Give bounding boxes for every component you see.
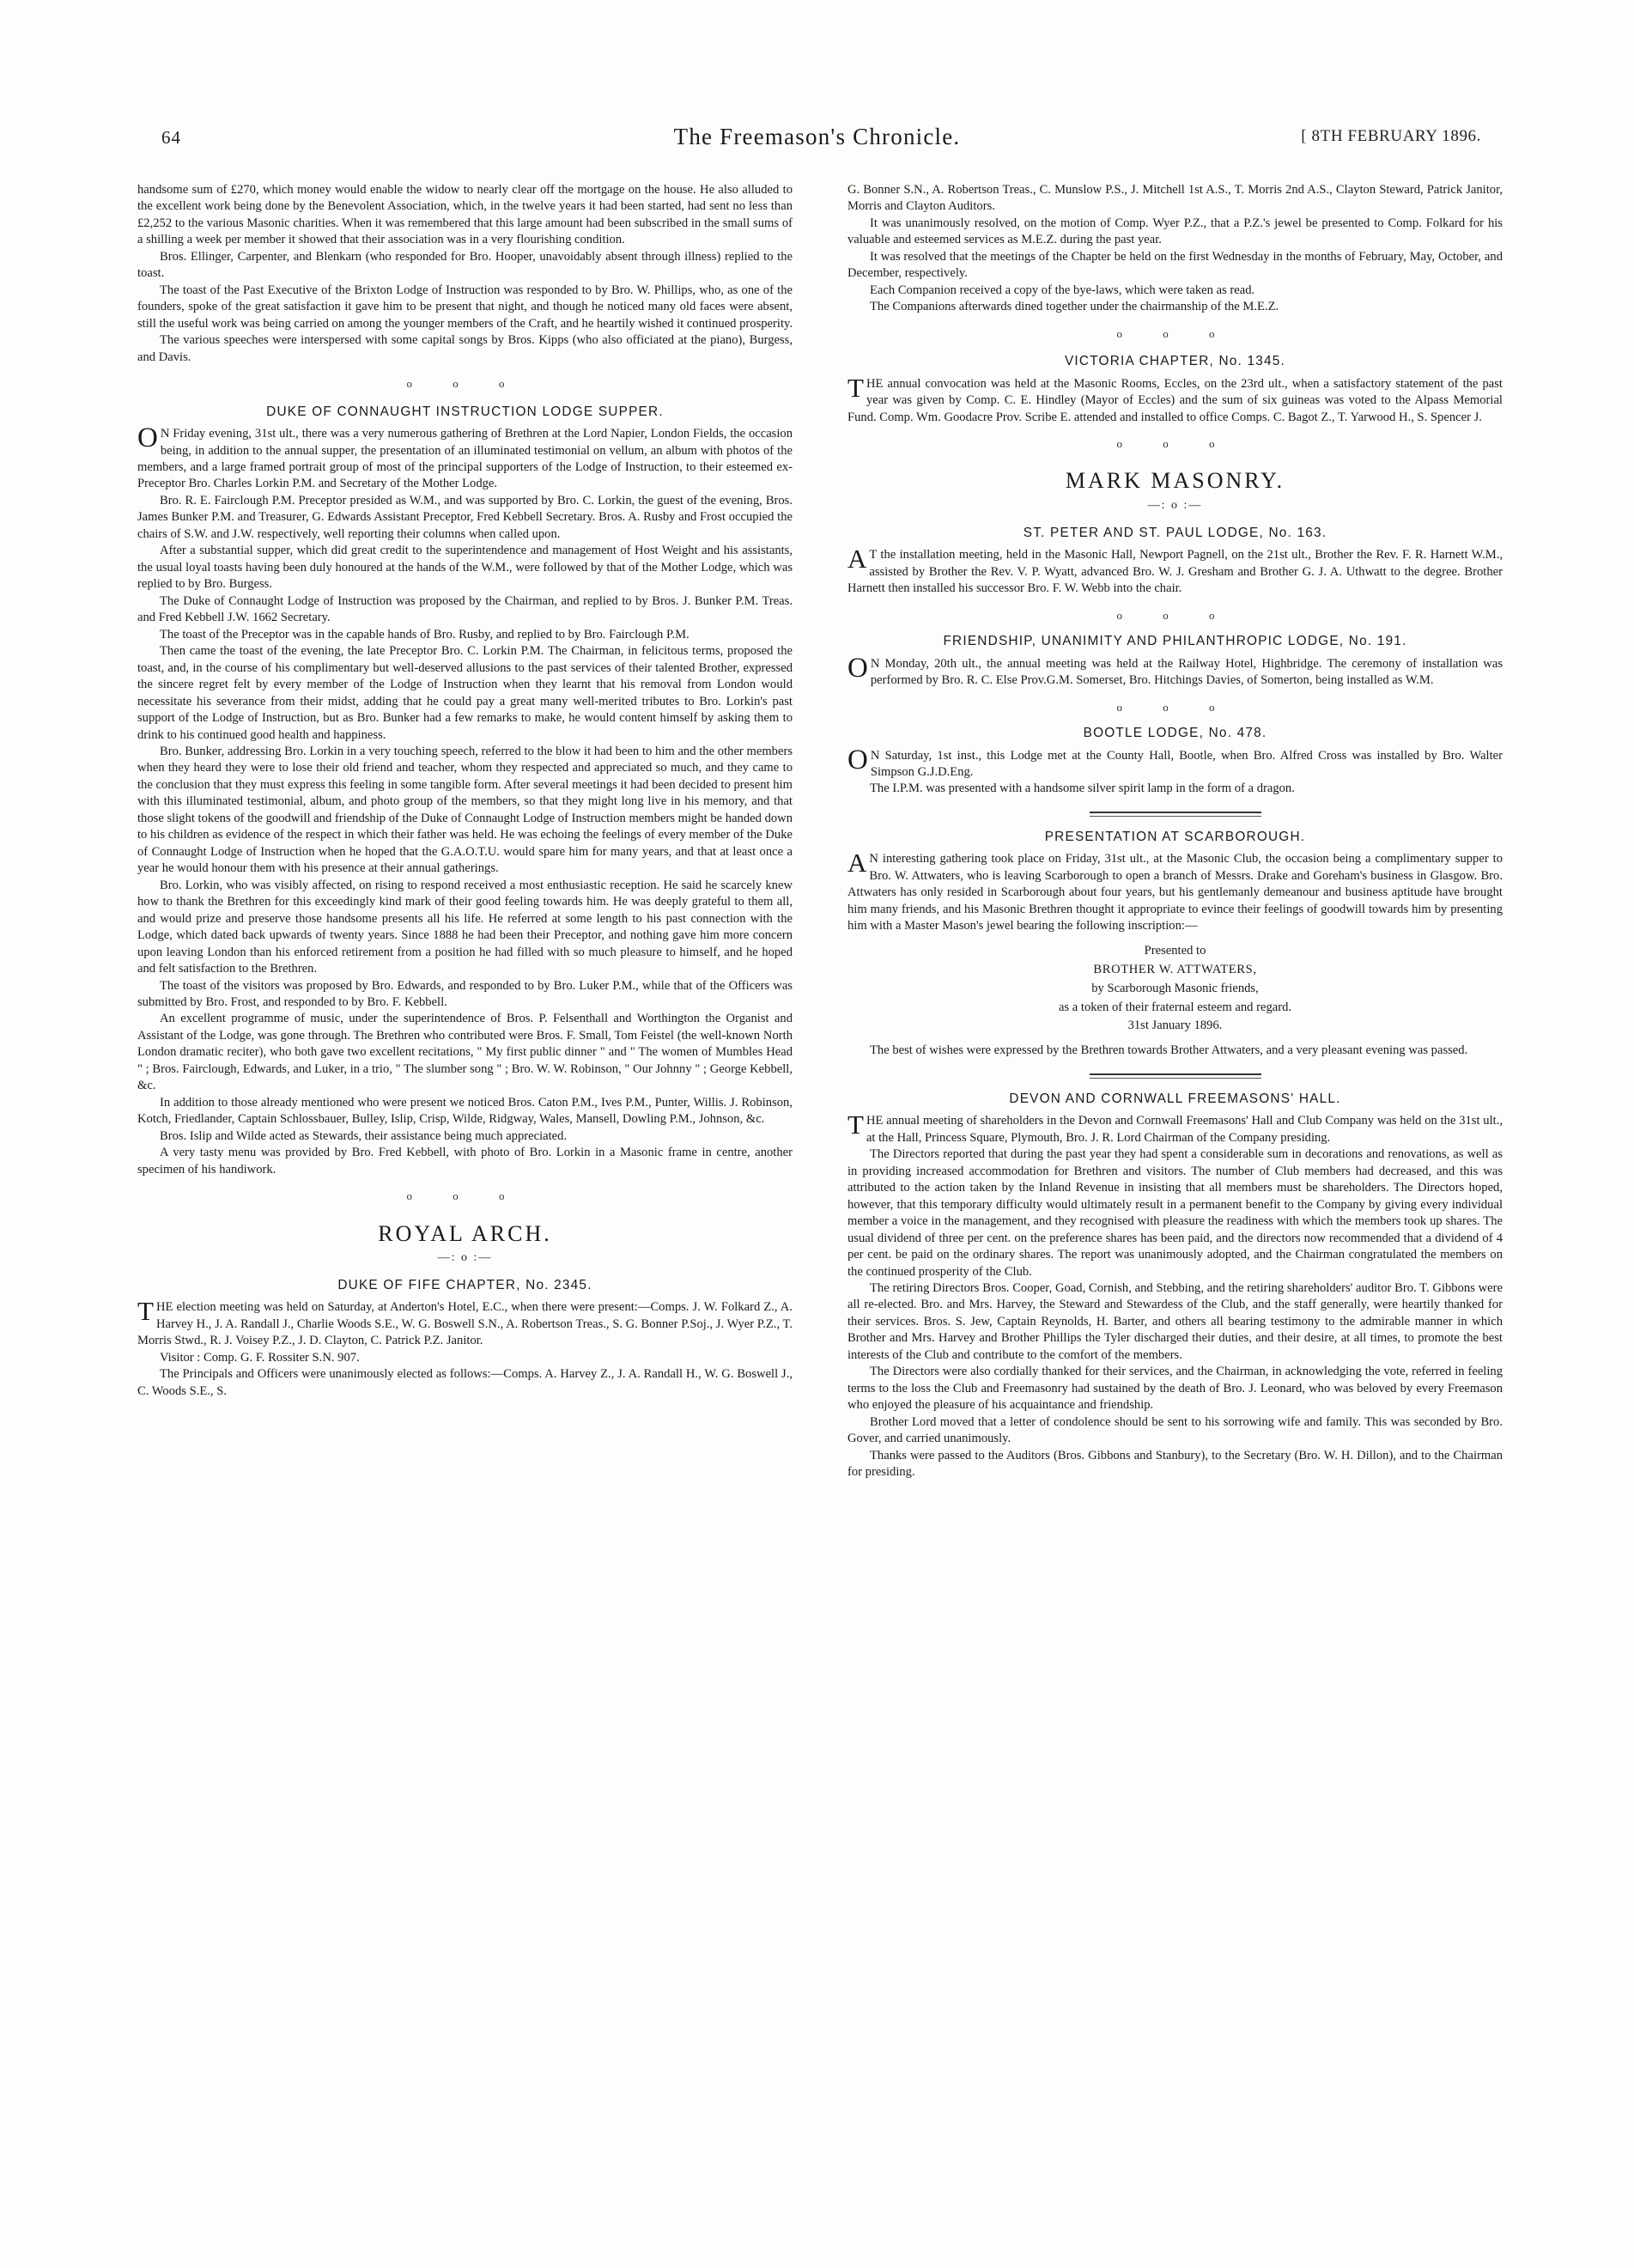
paragraph: Bros. Islip and Wilde acted as Stewards, their assistance being much appreciated.: [160, 1128, 568, 1143]
major-heading-royal-arch: ROYAL ARCH.: [378, 1220, 552, 1246]
paragraph-with-dropcap: [847, 744, 1503, 781]
paragraph: The toast of the Past Executive of the Brixton Lodge of Instruction was responded to by Bro. W. Phillips, who, as one of the founders, spoke of the great satisfaction it gave him to be present that night, and though he noticed many old faces were absent, still the useful work was being carried on among the younger members of the Craft, and he heartily wished it continued prosperity.: [137, 283, 793, 331]
section-heading-st-peter-st-paul-lodge: ST. PETER AND ST. PAUL LODGE, No. 163.: [1023, 525, 1327, 540]
section-ornament: o o o: [406, 377, 524, 391]
section-heading-presentation-scarborough: PRESENTATION AT SCARBOROUGH.: [1044, 829, 1306, 844]
paragraph: The I.P.M. was presented with a handsome silver spirit lamp in the form of a dragon.: [870, 781, 1295, 796]
paragraph: Bros. Ellinger, Carpenter, and Blenkarn (who responded for Bro. Hooper, unavoidably absent through illness) replied to the toast.: [137, 249, 793, 281]
paragraph: Thanks were passed to the Auditors (Bros. Gibbons and Stanbury), to the Secretary (Bro. W. H. Dillon), and to the Chairman for presiding.: [847, 1448, 1503, 1480]
paragraph-text: HE election meeting was held on Saturday, at Anderton's Hotel, E.C., when there were present:—Comps. J. W. Folkard Z., A. Harvey H., J. A. Randall J., Charlie Woods S.E., W. G. Boswell S.N., A. Robertson Treas., S. G. Bonner P.Soj., J. Wyer P.Z., T. Morris Stwd., R. J. Voisey P.Z., J. D. Clayton, C. Patrick P.Z. Janitor.: [137, 1300, 793, 1348]
paragraph-text: N Monday, 20th ult., the annual meeting was held at the Railway Hotel, Highbridge. The ceremony of installation was performed by Bro. R. C. Else Prov.G.M. Somerset, Bro. Hitchings Davies, of Somerton, being installed as W.M.: [870, 656, 1503, 688]
section-ornament: o o o: [1116, 326, 1234, 340]
section-heading-duke-of-fife-chapter: DUKE OF FIFE CHAPTER, No. 2345.: [337, 1277, 592, 1292]
drop-capital: T: [137, 1296, 154, 1327]
section-ornament: o o o: [1116, 437, 1234, 451]
page-columns: [137, 182, 1503, 1481]
paragraph: An excellent programme of music, under the superintendence of Bros. P. Felsenthall and Worthington the Organist and Assistant of the Lodge, was gone through. The Brethren who contributed were Bros. F. Small, Tom Feistel (the well-known North London dramatic reciter), who both gave two excellent recitations, " My first public dinner " and " The women of Mumbles Head " ; Bros. Fairclough, Edwards, and Luker, in a trio, " The slumber song " ; Bro. W. W. Robinson, " Our Johnny " ; George Kebbell, &c.: [137, 1012, 793, 1093]
paragraph: The various speeches were interspersed with some capital songs by Bros. Kipps (who also officiated at the piano), Burgess, and Davis.: [137, 333, 793, 364]
drop-capital: T: [847, 372, 864, 403]
paragraph: A very tasty menu was provided by Bro. Fred Kebbell, with photo of Bro. Lorkin in a Masonic frame in centre, another specimen of his handiwork.: [137, 1146, 793, 1177]
inscription-line: as a token of their fraternal esteem and regard.: [1058, 1000, 1292, 1014]
section-heading-connaught-supper: DUKE OF CONNAUGHT INSTRUCTION LODGE SUPPER.: [266, 404, 664, 419]
right-column: [847, 182, 1503, 1481]
inscription-line: by Scarborough Masonic friends,: [1091, 981, 1259, 995]
section-heading-victoria-chapter: VICTORIA CHAPTER, No. 1345.: [1064, 354, 1286, 369]
paragraph: The toast of the visitors was proposed by Bro. Edwards, and responded to by Bro. Luker P.M., while that of the Officers was submitted by Bro. Frost, and responded to by Bro. F. Kebbell.: [137, 978, 793, 1009]
paragraph: After a substantial supper, which did great credit to the superintendence and management of Host Weight and his assistants, the usual loyal toasts having been duly honoured at the hands of the W.M., were followed by that of the Mother Lodge, which was replied to by Bro. Burgess.: [137, 544, 793, 592]
paragraph: Each Companion received a copy of the bye-laws, which were taken as read.: [870, 283, 1255, 297]
left-column: [137, 182, 793, 1481]
paragraph: It was resolved that the meetings of the Chapter be held on the first Wednesday in the months of February, May, October, and December, respectively.: [847, 249, 1503, 281]
paragraph: The best of wishes were expressed by the Brethren towards Brother Attwaters, and a very pleasant evening was passed.: [870, 1043, 1468, 1058]
paragraph-with-dropcap: [847, 652, 1503, 690]
paragraph: The retiring Directors Bros. Cooper, Goad, Cornish, and Stebbing, and the retiring shareholders' auditor Bro. T. Gibbons were all re-elected. Bro. and Mrs. Harvey, the Steward and Stewardess of the Club, and the staff generally, were heartily thanked for their services. Bros. S. Jew, Captain Reynolds, H. Barter, and others all bearing testimony to the admirable manner in which Brother and Mrs. Harvey and Brother Phillips the Tyler discharged their duties, and their desire, at all times, to promote the best interests of the Club and contribute to the comfort of the members.: [847, 1281, 1503, 1362]
paragraph: Bro. R. E. Fairclough P.M. Preceptor presided as W.M., and was supported by Bro. C. Lorkin, the guest of the evening, Bros. James Bunker P.M. and Treasurer, G. Edwards Assistant Preceptor, Fred Kebbell Secretary. Bros. A. Rusby and Frost occupied the chairs of S.W. and J.W. respectively, well reporting their columns when called upon.: [137, 493, 793, 541]
drop-capital: O: [137, 423, 158, 454]
paragraph-with-dropcap: [137, 1296, 793, 1349]
paragraph-with-dropcap: [847, 1110, 1503, 1146]
paragraph-text: N interesting gathering took place on Friday, 31st ult., at the Masonic Club, the occasion being a complimentary supper to Bro. W. Attwaters, who is leaving Scarborough to open a branch of Messrs. Drake and Goreham's business in Glasgow. Bro. Attwaters has only resided in Scarborough about four years, but his gentlemanly demeanour and business aptitude have brought him many friends, and his Masonic Brethren thought it appropriate to evince their feelings of goodwill towards him by presenting him with a Master Mason's jewel bearing the following inscription:—: [847, 852, 1503, 933]
section-heading-devon-cornwall-hall: DEVON AND CORNWALL FREEMASONS' HALL.: [1009, 1091, 1341, 1106]
heading-ornament: —: o :—: [437, 1251, 493, 1265]
paragraph: The Principals and Officers were unanimously elected as follows:—Comps. A. Harvey Z., J. A. Randall H., W. G. Boswell J., C. Woods S.E., S.: [137, 1367, 793, 1398]
paragraph: The Companions afterwards dined together under the chairmanship of the M.E.Z.: [870, 300, 1279, 314]
page-number: 64: [161, 127, 181, 148]
inscription-line: BROTHER W. ATTWATERS,: [1093, 962, 1257, 976]
masthead: [0, 124, 1634, 156]
paragraph: The toast of the Preceptor was in the capable hands of Bro. Rusby, and replied to by Bro. Fairclough P.M.: [160, 627, 689, 641]
major-heading-mark-masonry: MARK MASONRY.: [1065, 468, 1285, 494]
drop-capital: O: [847, 652, 868, 684]
drop-capital: A: [847, 848, 867, 879]
heading-ornament: —: o :—: [1147, 499, 1203, 513]
inscription-line: Presented to: [1144, 943, 1206, 958]
paragraph-with-dropcap: [847, 848, 1503, 934]
paragraph: Brother Lord moved that a letter of condolence should be sent to his sorrowing wife and family. This was seconded by Bro. Gover, and carried unanimously.: [847, 1414, 1503, 1446]
issue-date: [ 8TH FEBRUARY 1896.: [1301, 127, 1481, 145]
paragraph-text: HE annual convocation was held at the Masonic Rooms, Eccles, on the 23rd ult., when a satisfactory statement of the past year was given by Comp. C. E. Hindley (Mayor of Eccles) and the sum of six guineas was voted to the Alpass Memorial Fund. Comp. Wm. Goodacre Prov. Scribe E. attended and installed to office Comps. C. Bagot Z., T. Yarwood H., S. Spencer J.: [847, 376, 1503, 424]
paragraph: The Directors reported that during the past year they had spent a considerable sum in decorations and renovations, as well as in providing increased accommodation for Brethren and visitors. The number of Club members had decreased, and this was attributed to the action taken by the Inland Revenue in insisting that all members must be shareholders. The Directors hoped, however, that this temporary difficulty would ultimately result in a permanent benefit to the Company by giving every individual member a voice in the management, and they recognised with pleasure the readiness with which the members took up shares. The usual dividend of three per cent. on the preference shares has been paid, and the directors now recommended that a dividend of 4 per cent. be paid on the ordinary shares. The report was unanimously adopted, and the Chairman congratulated the members on the continued prosperity of the Club.: [847, 1147, 1503, 1279]
paragraph-with-dropcap: [847, 544, 1503, 597]
paragraph-with-dropcap: [847, 372, 1503, 426]
section-heading-friendship-unanimity-lodge: FRIENDSHIP, UNANIMITY AND PHILANTHROPIC LODGE, No. 191.: [943, 634, 1407, 649]
jewel-inscription: [847, 942, 1503, 1036]
paragraph: Visitor : Comp. G. F. Rossiter S.N. 907.: [160, 1350, 360, 1365]
paragraph: Then came the toast of the evening, the late Preceptor Bro. C. Lorkin P.M. The Chairman, in felicitous terms, proposed the toast, and, in the course of his complimentary but well-deserved allusions to the past services of their talented Brother, expressed the sincere regret felt by every member of the Lodge of Instruction when they learnt that his removal from London would necessitate his severance from their midst, adding that he could pay a great many well-merited tributes to Bro. Lorkin's past support of the Lodge of Instruction, but as Bro. Bunker had a few remarks to make, he would content himself by asking them to drink to his continued good health and happiness.: [137, 644, 793, 742]
paragraph-text: N Saturday, 1st inst., this Lodge met at the County Hall, Bootle, when Bro. Alfred Cross was installed by Bro. Walter Simpson G.J.D.Eng.: [870, 748, 1503, 779]
paragraph: Bro. Bunker, addressing Bro. Lorkin in a very touching speech, referred to the blow it had been to him and the other members when they heard they were to lose their old friend and teacher, whom they respected and appreciated so much, and they came to the conclusion that they must express this feeling in some tangible form. After several meetings it had been decided to present him with this illuminated testimonial, album, and photo group of the members, so that they might long live in his memory, and that those slight tokens of the goodwill and friendship of the Duke of Connaught Lodge of Instruction members might be handed down to his children as evidence of the respect in which their father was held. He was echoing the feelings of every member of the Duke of Connaught Lodge of Instruction when he hoped that the G.A.O.T.U. would spare him for many years, and that at least once a year he would honour them with his presence at their annual gatherings.: [137, 744, 793, 876]
drop-capital: O: [847, 744, 868, 775]
drop-capital: T: [847, 1110, 864, 1140]
paragraph-text: N Friday evening, 31st ult., there was a very numerous gathering of Brethren at the Lord Napier, London Fields, the occasion being, in addition to the annual supper, the presentation of an illuminated testimonial on vellum, an album with photos of the members, and a large framed portrait group of most of the principal supporters of the Lodge of Instruction, to their esteemed ex-Preceptor Bro. Charles Lorkin P.M. and Secretary of the Mother Lodge.: [137, 427, 793, 491]
paragraph: It was unanimously resolved, on the motion of Comp. Wyer P.Z., that a P.Z.'s jewel be presented to Comp. Folkard for his valuable and esteemed services as M.E.Z. during the past year.: [847, 216, 1503, 247]
paragraph: G. Bonner S.N., A. Robertson Treas., C. Munslow P.S., J. Mitchell 1st A.S., T. Morris 2nd A.S., Clayton Steward, Patrick Janitor, Morris and Clayton Auditors.: [847, 183, 1503, 214]
inscription-line: 31st January 1896.: [1127, 1018, 1223, 1033]
section-ornament: o o o: [1116, 700, 1234, 714]
paragraph: In addition to those already mentioned who were present we noticed Bros. Caton P.M., Ives P.M., Punter, Willis. J. Robinson, Kotch, Friedlander, Captain Schlossbauer, Bulley, Islip, Crisp, Wilde, Ridgway, Wales, Mansell, Dowling P.M., Johnson, &c.: [137, 1095, 793, 1127]
paragraph-text: T the installation meeting, held in the Masonic Hall, Newport Pagnell, on the 21st ult., Brother the Rev. F. R. Harnett W.M., assisted by Brother the Rev. V. P. Wyatt, advanced Bro. W. J. Gresham and Brother G. J. A. Uthwatt to the degree. Brother Harnett then installed his successor Bro. F. W. Webb into the chair.: [847, 548, 1503, 596]
section-divider-rule: [1090, 812, 1261, 817]
section-divider-rule: [1090, 1073, 1261, 1079]
paragraph: Bro. Lorkin, who was visibly affected, on rising to respond received a most enthusiastic reception. He said he scarcely knew how to thank the Brethren for this exceedingly kind mark of their good feeling towards him. He was deeply grateful to them all, and would prize and preserve those handsome presents all his life. He referred at some length to his past connection with the Lodge, which dated back upwards of twenty years. Since 1888 he had been their Preceptor, and nothing gave him more concern upon leaving London than his enforced retirement from a position he had filled with so much pleasure to himself, and he hoped and felt satisfaction to the Brethren.: [137, 878, 793, 976]
section-ornament: o o o: [406, 1189, 524, 1203]
paragraph: handsome sum of £270, which money would enable the widow to nearly clear off the mortgage on the house. He also alluded to the excellent work being done by the Benevolent Association, which, in the twelve years it had been started, had sent no less than £2,252 to the various Masonic charities. When it was remembered that this large amount had been subscribed in the small sums of a shilling a week per member it showed that their association was in a very flourishing condition.: [137, 183, 793, 247]
publication-title: The Freemason's Chronicle.: [673, 124, 961, 149]
paragraph-with-dropcap: [137, 423, 793, 493]
paragraph: The Directors were also cordially thanked for their services, and the Chairman, in acknowledging the vote, referred in feeling terms to the loss the Club and Freemasonry had sustained by the death of Bro. J. Leonard, who was beloved by every Freemason who enjoyed the pleasure of his acquaintance and friendship.: [847, 1365, 1503, 1413]
section-ornament: o o o: [1116, 608, 1234, 622]
paragraph: The Duke of Connaught Lodge of Instruction was proposed by the Chairman, and replied to by Bros. J. Bunker P.M. Treas. and Fred Kebbell J.W. 1662 Secretary.: [137, 593, 793, 625]
paragraph-text: HE annual meeting of shareholders in the Devon and Cornwall Freemasons' Hall and Club Company was held on the 31st ult., at the Hall, Princess Square, Plymouth, Bro. J. R. Lord Chairman of the Company presiding.: [866, 1114, 1503, 1145]
section-heading-bootle-lodge: BOOTLE LODGE, No. 478.: [1083, 725, 1267, 740]
drop-capital: A: [847, 544, 867, 575]
